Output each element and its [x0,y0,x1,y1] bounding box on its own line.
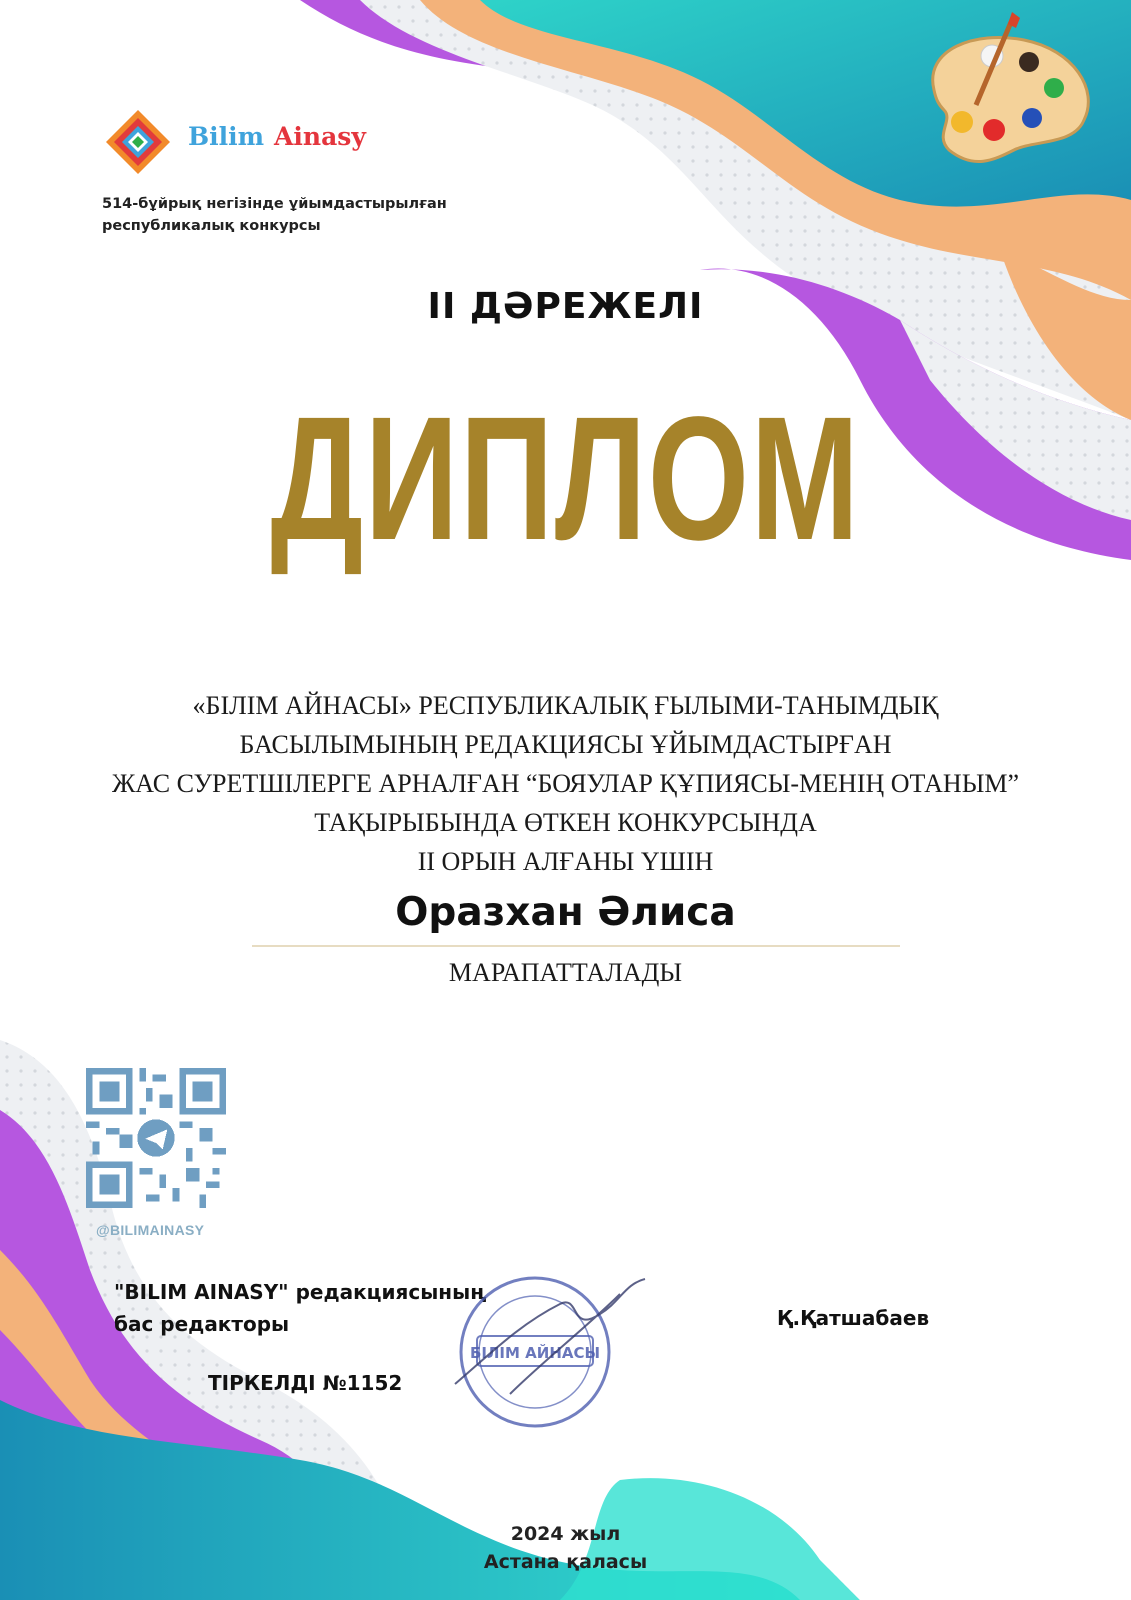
logo-word-ainasy: Ainasy [274,122,366,151]
logo-word-bilim: Bilim [188,122,265,151]
bilim-ainasy-logo [104,108,374,178]
award-description [40,686,1091,881]
editor-title [114,1276,486,1340]
city-text: Астана қаласы [483,1551,648,1573]
signer-name: Қ.Қатшабаев [777,1306,930,1330]
name-underline [252,945,900,947]
contest-subtitle [102,193,447,237]
description-line-4: ТАҚЫРЫБЫНДА ӨТКЕН КОНКУРСЫНДА [314,808,817,837]
description-line-1: «БІЛІМ АЙНАСЫ» РЕСПУБЛИКАЛЫҚ ҒЫЛЫМИ-ТАНЫМДЫҚ [192,691,939,720]
awarded-text: МАРАПАТТАЛАДЫ [448,958,683,987]
subtitle-line-2: республикалық конкурсы [102,218,321,234]
registration-number: ТІРКЕЛДІ №1152 [208,1371,403,1395]
year-text: 2024 жыл [510,1523,621,1545]
stamp-icon [450,1264,650,1444]
diploma-title: ДИПЛОМ [270,381,861,577]
winner-name: Оразхан Әлиса [395,890,736,935]
description-line-5: II ОРЫН АЛҒАНЫ ҮШІН [417,847,714,876]
description-line-2: БАСЫЛЫМЫНЫҢ РЕДАКЦИЯСЫ ҰЙЫМДАСТЫРҒАН [239,730,892,759]
editor-line-1: "BILIM AINASY" редакциясының [114,1280,487,1304]
subtitle-line-1: 514-бұйрық негізінде ұйымдастырылған [102,196,447,212]
date-place [0,1520,1131,1576]
bilim-ainasy-logo-icon [104,108,172,176]
paint-palette-icon [914,10,1099,170]
qr-code-icon [86,1068,226,1208]
social-handle: @BILIMAINASY [96,1222,205,1238]
editor-line-2: бас редакторы [114,1312,290,1336]
description-line-3: ЖАС СУРЕТШІЛЕРГЕ АРНАЛҒАН “БОЯУЛАР ҚҰПИЯСЫ-МЕНІҢ ОТАНЫМ” [111,769,1020,798]
degree-heading: II ДӘРЕЖЕЛІ [427,286,704,327]
stamp-center-text: БІЛІМ АЙНАСЫ [469,1344,601,1362]
